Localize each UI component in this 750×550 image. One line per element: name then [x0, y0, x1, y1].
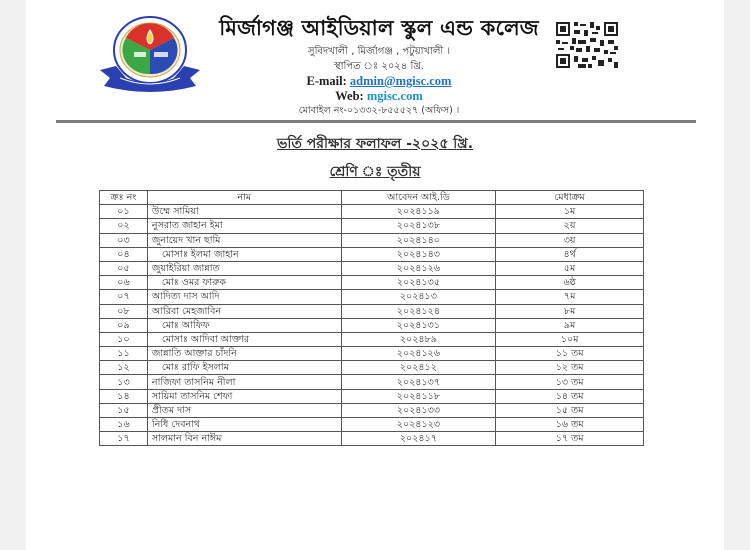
- web-link[interactable]: mgisc.com: [366, 89, 423, 103]
- name-cell: মোঃ আফিফ: [147, 318, 341, 332]
- name-cell: উম্মে সামিয়া: [147, 205, 341, 219]
- application-id-cell: ২০২৪১৩৮: [341, 219, 496, 233]
- school-emblem-icon: [96, 12, 204, 94]
- name-cell: সালমান বিন নাঈম: [147, 432, 341, 446]
- name-cell: সায়িমা তাসনিম শেফা: [147, 389, 341, 403]
- name-cell: মোসাঃ ইলমা জাহান: [147, 247, 341, 261]
- application-id-cell: ২০২৪১৩: [341, 290, 496, 304]
- column-header-merit-position: মেধাক্রম: [496, 191, 644, 205]
- table-row: [100, 318, 644, 332]
- application-id-cell: ২০২৪১২: [341, 361, 496, 375]
- merit-position-cell: ৩য়: [496, 233, 644, 247]
- column-header-serial: ক্রঃ নং: [100, 191, 148, 205]
- established-year: স্থাপিত ঃ ২০২৪ খ্রি.: [334, 61, 424, 72]
- serial-cell: ০৬: [100, 276, 148, 290]
- serial-cell: ১৪: [100, 389, 148, 403]
- web-label: Web:: [335, 89, 367, 103]
- application-id-cell: ২০২৪১২৬: [341, 347, 496, 361]
- name-cell: প্রীতম দাস: [147, 403, 341, 417]
- serial-cell: ১১: [100, 347, 148, 361]
- name-cell: মোঃ ওমর ফারুক: [147, 276, 341, 290]
- name-cell: মোঃ রাফি ইসলাম: [147, 361, 341, 375]
- serial-cell: ১৭: [100, 432, 148, 446]
- merit-position-cell: ৪র্থ: [496, 247, 644, 261]
- merit-position-cell: ১০ম: [496, 332, 644, 346]
- result-title: [26, 132, 724, 156]
- application-id-cell: ২০২৪১৪০: [341, 233, 496, 247]
- email-link[interactable]: admin@mgisc.com: [349, 74, 452, 88]
- serial-cell: ০৭: [100, 290, 148, 304]
- table-row: [100, 219, 644, 233]
- serial-cell: ১২: [100, 361, 148, 375]
- column-header-name: নাম: [147, 191, 341, 205]
- merit-position-cell: ১৫ তম: [496, 403, 644, 417]
- result-title-text: ভর্তি পরীক্ষার ফলাফল -২০২৫ খ্রি.: [276, 136, 474, 152]
- application-id-cell: ২০২৪১২৬: [341, 261, 496, 275]
- table-row: [100, 432, 644, 446]
- email-label: E-mail:: [306, 74, 350, 88]
- table-row: [100, 403, 644, 417]
- merit-position-cell: ৫ম: [496, 261, 644, 275]
- merit-position-cell: ১৪ তম: [496, 389, 644, 403]
- merit-position-cell: ৬ষ্ঠ: [496, 276, 644, 290]
- application-id-cell: ২০২৪১৩১: [341, 318, 496, 332]
- application-id-cell: ২০২৪১৪৩: [341, 247, 496, 261]
- name-cell: আরিবা মেহজাবিন: [147, 304, 341, 318]
- merit-position-cell: ৯ম: [496, 318, 644, 332]
- serial-cell: ০৩: [100, 233, 148, 247]
- application-id-cell: ২০২৪১১৯: [341, 205, 496, 219]
- table-row: [100, 276, 644, 290]
- school-name: মির্জাগঞ্জ আইডিয়াল স্কুল এন্ড কলেজ: [219, 15, 539, 40]
- application-id-cell: ২০২৪১১৮: [341, 389, 496, 403]
- name-cell: আদিত্য দাস আদি: [147, 290, 341, 304]
- class-title: [26, 160, 724, 184]
- serial-cell: ১৩: [100, 375, 148, 389]
- table-row: [100, 347, 644, 361]
- merit-position-cell: ১৭ তম: [496, 432, 644, 446]
- application-id-cell: ২০২৪১৩৩: [341, 403, 496, 417]
- merit-position-cell: ২য়: [496, 219, 644, 233]
- merit-position-cell: ১১ তম: [496, 347, 644, 361]
- qr-code-icon: [554, 20, 620, 70]
- application-id-cell: ২০২৪১৩৭: [341, 375, 496, 389]
- name-cell: নুসরাত জাহান ইমা: [147, 219, 341, 233]
- table-row: [100, 361, 644, 375]
- application-id-cell: ২০২৪১২৪: [341, 304, 496, 318]
- merit-position-cell: ৮ম: [496, 304, 644, 318]
- column-header-application-id: আবেদন আই.ডি: [341, 191, 496, 205]
- name-cell: জান্নাতি আক্তার চাঁদনি: [147, 347, 341, 361]
- merit-position-cell: ১৬ তম: [496, 418, 644, 432]
- school-address: সুবিদখালী , মির্জাগঞ্জ , পটুয়াখালী ।: [307, 46, 451, 57]
- name-cell: জুয়াইরিয়া জান্নাত: [147, 261, 341, 275]
- table-row: [100, 375, 644, 389]
- merit-position-cell: ১২ তম: [496, 361, 644, 375]
- table-row: [100, 332, 644, 346]
- application-id-cell: ২০২৪৮৯: [341, 332, 496, 346]
- result-sheet: [26, 0, 724, 550]
- application-id-cell: ২০২৪১৩৫: [341, 276, 496, 290]
- table-row: [100, 261, 644, 275]
- table-row: [100, 389, 644, 403]
- email-line: [204, 74, 554, 89]
- table-row: [100, 304, 644, 318]
- serial-cell: ১৫: [100, 403, 148, 417]
- web-line: [204, 89, 554, 104]
- name-cell: জুনায়েদ খান ছামি: [147, 233, 341, 247]
- name-cell: মোসাঃ আদিবা আক্তার: [147, 332, 341, 346]
- serial-cell: ০৫: [100, 261, 148, 275]
- table-header-row: [100, 191, 644, 205]
- phone-number: মোবাইল নং-০১৩৩২-৮৫৫৫২৭ (অফিস) ।: [298, 105, 460, 116]
- table-row: [100, 418, 644, 432]
- serial-cell: ০৮: [100, 304, 148, 318]
- table-row: [100, 290, 644, 304]
- name-cell: নাজিফা তাসনিম নীলা: [147, 375, 341, 389]
- class-title-text: শ্রেণি ঃ তৃতীয়: [329, 164, 421, 180]
- serial-cell: ১৬: [100, 418, 148, 432]
- merit-position-cell: ১ম: [496, 205, 644, 219]
- serial-cell: ০১: [100, 205, 148, 219]
- table-row: [100, 205, 644, 219]
- table-row: [100, 247, 644, 261]
- merit-position-cell: ৭ম: [496, 290, 644, 304]
- serial-cell: ১০: [100, 332, 148, 346]
- results-table: [99, 190, 644, 446]
- serial-cell: ০৪: [100, 247, 148, 261]
- header-divider: [56, 120, 696, 123]
- application-id-cell: ২০২৪১২৩: [341, 418, 496, 432]
- table-row: [100, 233, 644, 247]
- merit-position-cell: ১৩ তম: [496, 375, 644, 389]
- name-cell: নিধি দেবনাথ: [147, 418, 341, 432]
- application-id-cell: ২০২৪১৭: [341, 432, 496, 446]
- serial-cell: ০২: [100, 219, 148, 233]
- serial-cell: ০৯: [100, 318, 148, 332]
